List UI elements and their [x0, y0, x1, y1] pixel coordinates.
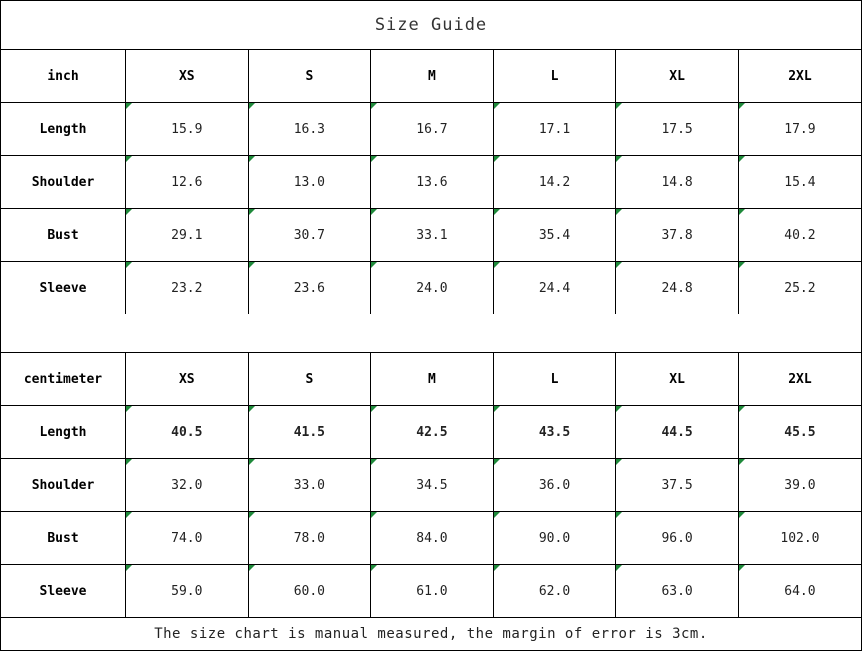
cell-value: 33.1 — [371, 209, 494, 262]
cell-value: 34.5 — [371, 459, 494, 512]
cell-value: 23.2 — [126, 262, 249, 315]
cell-value: 14.2 — [493, 156, 616, 209]
cell-value: 24.8 — [616, 262, 739, 315]
cell-value: 17.9 — [738, 103, 861, 156]
cell-value: 45.5 — [738, 406, 861, 459]
table-row — [1, 156, 861, 209]
cell-value: 78.0 — [248, 512, 371, 565]
table-row — [1, 512, 861, 565]
cell-value: 15.9 — [126, 103, 249, 156]
row-label-length: Length — [1, 406, 126, 459]
row-label-shoulder: Shoulder — [1, 459, 126, 512]
size-header-m: M — [371, 50, 494, 103]
cell-value: 64.0 — [738, 565, 861, 618]
cell-value: 16.7 — [371, 103, 494, 156]
size-header-s: S — [248, 50, 371, 103]
cell-value: 25.2 — [738, 262, 861, 315]
centimeter-table-wrapper — [1, 353, 861, 617]
cell-value: 90.0 — [493, 512, 616, 565]
cell-value: 59.0 — [126, 565, 249, 618]
size-header-2xl: 2XL — [738, 353, 861, 406]
cell-value: 61.0 — [371, 565, 494, 618]
size-header-l: L — [493, 50, 616, 103]
table-row — [1, 103, 861, 156]
footer-note: The size chart is manual measured, the margin of error is 3cm. — [1, 617, 861, 650]
table-header-row — [1, 50, 861, 103]
cell-value: 29.1 — [126, 209, 249, 262]
cell-value: 37.8 — [616, 209, 739, 262]
row-label-length: Length — [1, 103, 126, 156]
cell-value: 13.6 — [371, 156, 494, 209]
unit-label-inch: inch — [1, 50, 126, 103]
size-header-xl: XL — [616, 353, 739, 406]
row-label-bust: Bust — [1, 209, 126, 262]
cell-value: 96.0 — [616, 512, 739, 565]
cell-value: 84.0 — [371, 512, 494, 565]
cell-value: 42.5 — [371, 406, 494, 459]
centimeter-size-table — [1, 353, 861, 617]
table-row — [1, 406, 861, 459]
cell-value: 39.0 — [738, 459, 861, 512]
inch-table-wrapper — [1, 50, 861, 314]
table-row — [1, 565, 861, 618]
cell-value: 15.4 — [738, 156, 861, 209]
cell-value: 12.6 — [126, 156, 249, 209]
size-header-l: L — [493, 353, 616, 406]
cell-value: 63.0 — [616, 565, 739, 618]
cell-value: 30.7 — [248, 209, 371, 262]
cell-value: 40.5 — [126, 406, 249, 459]
cell-value: 17.5 — [616, 103, 739, 156]
cell-value: 17.1 — [493, 103, 616, 156]
cell-value: 74.0 — [126, 512, 249, 565]
cell-value: 60.0 — [248, 565, 371, 618]
cell-value: 33.0 — [248, 459, 371, 512]
cell-value: 40.2 — [738, 209, 861, 262]
page-title: Size Guide — [1, 1, 861, 50]
size-header-xs: XS — [126, 353, 249, 406]
cell-value: 41.5 — [248, 406, 371, 459]
table-row — [1, 209, 861, 262]
row-label-shoulder: Shoulder — [1, 156, 126, 209]
cell-value: 13.0 — [248, 156, 371, 209]
cell-value: 35.4 — [493, 209, 616, 262]
table-row — [1, 459, 861, 512]
cell-value: 23.6 — [248, 262, 371, 315]
size-header-xs: XS — [126, 50, 249, 103]
cell-value: 62.0 — [493, 565, 616, 618]
cell-value: 43.5 — [493, 406, 616, 459]
cell-value: 44.5 — [616, 406, 739, 459]
cell-value: 16.3 — [248, 103, 371, 156]
cell-value: 36.0 — [493, 459, 616, 512]
table-header-row — [1, 353, 861, 406]
cell-value: 37.5 — [616, 459, 739, 512]
table-row — [1, 262, 861, 315]
unit-label-centimeter: centimeter — [1, 353, 126, 406]
inch-size-table — [1, 50, 861, 314]
cell-value: 24.4 — [493, 262, 616, 315]
size-header-xl: XL — [616, 50, 739, 103]
size-header-2xl: 2XL — [738, 50, 861, 103]
cell-value: 24.0 — [371, 262, 494, 315]
size-header-s: S — [248, 353, 371, 406]
cell-value: 102.0 — [738, 512, 861, 565]
row-label-sleeve: Sleeve — [1, 262, 126, 315]
row-label-bust: Bust — [1, 512, 126, 565]
size-header-m: M — [371, 353, 494, 406]
cell-value: 32.0 — [126, 459, 249, 512]
row-label-sleeve: Sleeve — [1, 565, 126, 618]
table-separator — [1, 314, 861, 353]
cell-value: 14.8 — [616, 156, 739, 209]
